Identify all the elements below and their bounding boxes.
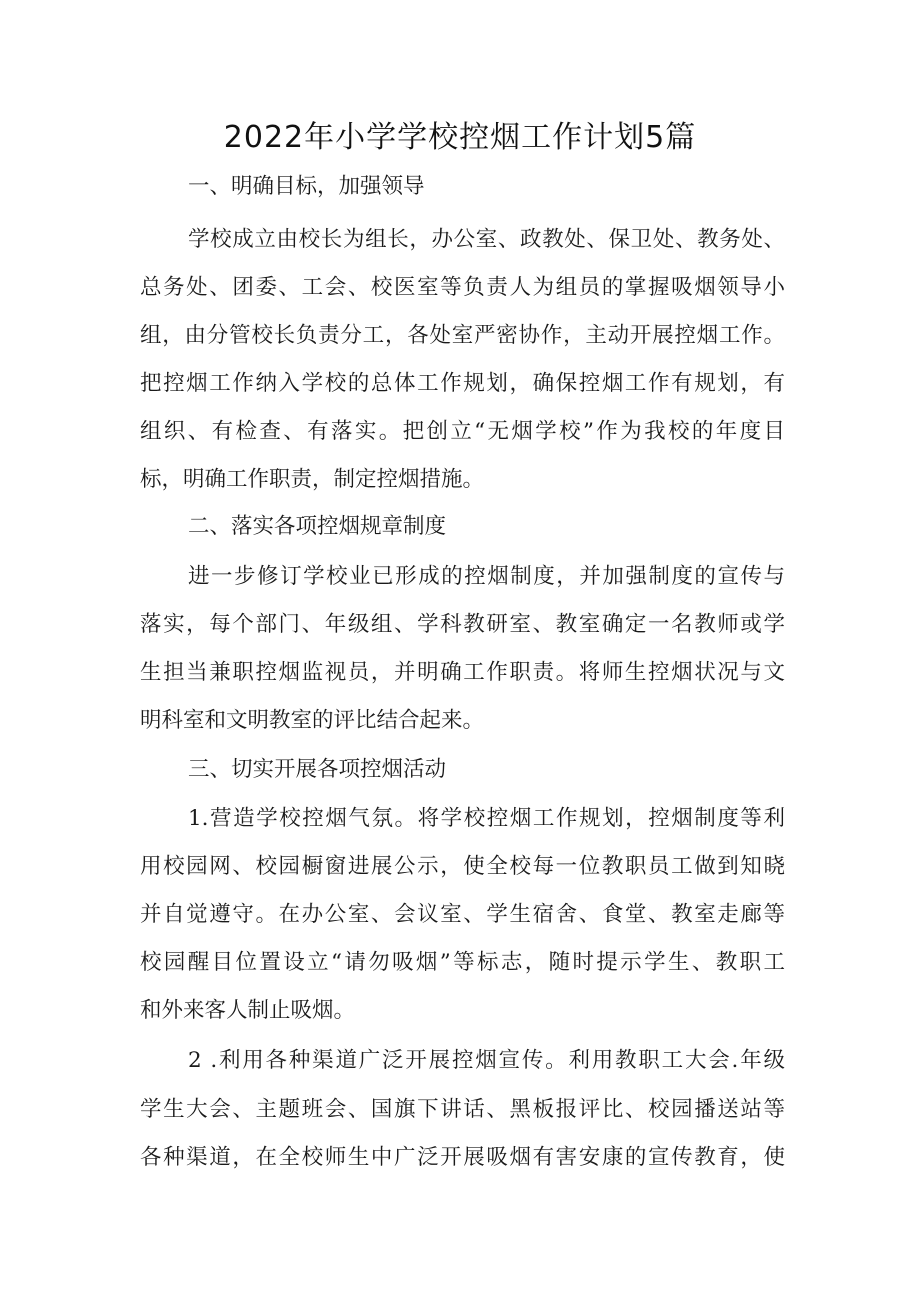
paragraph-line: 校园醒目位置设立“请勿吸烟”等标志，随时提示学生、教职工 <box>140 950 785 975</box>
paragraph-line: 1.营造学校控烟气氛。将学校控烟工作规划，控烟制度等利 <box>188 806 785 831</box>
paragraph-line: 和外来客人制止吸烟。 <box>140 998 356 1023</box>
section-heading-3: 三、切实开展各项控烟活动 <box>188 757 447 782</box>
paragraph-line: 组，由分管校长负责分工，各处室严密协作，主动开展控烟工作。 <box>140 323 785 348</box>
paragraph-line: 学生大会、主题班会、国旗下讲话、黑板报评比、校园播送站等 <box>140 1097 785 1122</box>
paragraph-line: 用校园网、校园橱窗进展公示，使全校每一位教职员工做到知晓 <box>140 854 785 879</box>
section-heading-1: 一、明确目标，加强领导 <box>188 174 425 199</box>
paragraph-line: 各种渠道，在全校师生中广泛开展吸烟有害安康的宣传教育，使 <box>140 1145 785 1170</box>
paragraph-line: 把控烟工作纳入学校的总体工作规划，确保控烟工作有规划，有 <box>140 371 785 396</box>
document-title: 2022年小学学校控烟工作计划5篇 <box>223 120 697 155</box>
paragraph-line: 学校成立由校长为组长，办公室、政教处、保卫处、教务处、 <box>188 227 785 252</box>
paragraph-line: 总务处、团委、工会、校医室等负责人为组员的掌握吸烟领导小 <box>140 275 785 300</box>
paragraph-line: 组织、有检查、有落实。把创立“无烟学校”作为我校的年度目 <box>140 419 785 444</box>
paragraph-line: 并自觉遵守。在办公室、会议室、学生宿舍、食堂、教室走廊等 <box>140 902 785 927</box>
paragraph-line: 进一步修订学校业已形成的控烟制度，并加强制度的宣传与 <box>188 564 785 589</box>
paragraph-line: 落实，每个部门、年级组、学科教研室、教室确定一名教师或学 <box>140 612 785 637</box>
paragraph-line: 2 .利用各种渠道广泛开展控烟宣传。利用教职工大会.年级 <box>188 1048 785 1073</box>
paragraph-line: 标，明确工作职责，制定控烟措施。 <box>140 467 485 492</box>
paragraph-line: 明科室和文明教室的评比结合起来。 <box>140 708 485 733</box>
paragraph-line: 生担当兼职控烟监视员，并明确工作职责。将师生控烟状况与文 <box>140 660 785 685</box>
section-heading-2: 二、落实各项控烟规章制度 <box>188 514 447 539</box>
